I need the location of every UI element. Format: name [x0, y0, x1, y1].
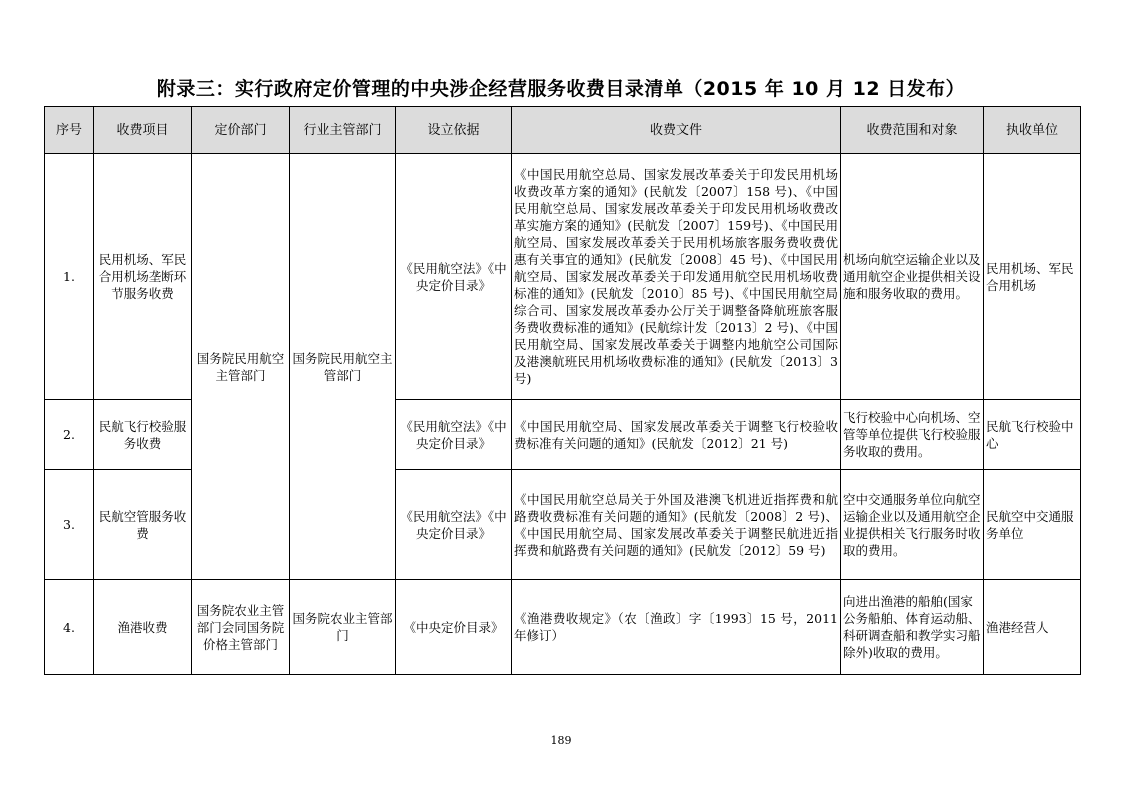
header-industry-dept: 行业主管部门 — [290, 107, 396, 154]
page-number: 189 — [550, 734, 572, 747]
fee-item: 渔港收费 — [94, 580, 192, 675]
collector: 渔港经营人 — [984, 580, 1081, 675]
header-pricing-dept: 定价部门 — [192, 107, 290, 154]
basis: 《民用航空法》《中央定价目录》 — [396, 470, 512, 580]
row-index: 3. — [45, 470, 94, 580]
row-index: 2. — [45, 400, 94, 470]
basis: 《民用航空法》《中央定价目录》 — [396, 400, 512, 470]
header-fee-documents: 收费文件 — [512, 107, 841, 154]
fee-item: 民航空管服务收费 — [94, 470, 192, 580]
table-row — [45, 580, 1081, 675]
fee-documents: 《渔港费收规定》（农〔渔政〕字〔1993〕15 号，2011年修订） — [512, 580, 841, 675]
pricing-dept: 国务院农业主管部门会同国务院价格主管部门 — [192, 580, 290, 675]
fee-scope: 向进出渔港的船舶(国家公务船舶、体育运动船、科研调查船和教学实习船除外)收取的费用。 — [841, 580, 984, 675]
basis: 《民用航空法》《中央定价目录》 — [396, 154, 512, 400]
header-scope: 收费范围和对象 — [841, 107, 984, 154]
header-fee-item: 收费项目 — [94, 107, 192, 154]
fee-documents: 《中国民用航空总局、国家发展改革委关于印发民用机场收费改革方案的通知》(民航发〔2007〕158 号)、《中国民用航空总局、国家发展改革委关于印发民用机场收费改革实施方案的通知》(民航发〔2007〕159号)、《中国民用航空局、国家发展改革委关于民用机场旅客服务费收费优惠有关事宜的通知》(民航发〔2008〕45 号)、《中国民用航空局、国家发展改革委关于印发通用航空民用机场收费标准的通知》(民航发〔2010〕85 号)、《中国民用航空局综合司、国家发展改革委办公厅关于调整备降航班旅客服务费收费标准的通知》(民航综计发〔2013〕2 号)、《中国民用航空局、国家发展改革委关于调整内地航空公司国际及港澳航班民用机场收费标准的通知》(民航发〔2013〕3 号) — [512, 154, 841, 400]
fee-item: 民用机场、军民合用机场垄断环节服务收费 — [94, 154, 192, 400]
fee-item: 民航飞行校验服务收费 — [94, 400, 192, 470]
pricing-dept-merged: 国务院民用航空主管部门 — [192, 154, 290, 580]
industry-dept-merged: 国务院民用航空主管部门 — [290, 154, 396, 580]
row-index: 1. — [45, 154, 94, 400]
collector: 民航飞行校验中心 — [984, 400, 1081, 470]
fee-documents: 《中国民用航空局、国家发展改革委关于调整飞行校验收费标准有关问题的通知》(民航发〔2012〕21 号) — [512, 400, 841, 470]
fee-documents: 《中国民用航空总局关于外国及港澳飞机进近指挥费和航路费收费标准有关问题的通知》(民航发〔2008〕2 号)、《中国民用航空局、国家发展改革委关于调整民航进近指挥费和航路费有关问题的通知》(民航发〔2012〕59 号) — [512, 470, 841, 580]
collector: 民航空中交通服务单位 — [984, 470, 1081, 580]
fee-scope: 空中交通服务单位向航空运输企业以及通用航空企业提供相关飞行服务时收取的费用。 — [841, 470, 984, 580]
basis: 《中央定价目录》 — [396, 580, 512, 675]
fee-catalog-table — [44, 106, 1081, 675]
header-index: 序号 — [45, 107, 94, 154]
collector: 民用机场、军民合用机场 — [984, 154, 1081, 400]
fee-scope: 飞行校验中心向机场、空管等单位提供飞行校验服务收取的费用。 — [841, 400, 984, 470]
table-header-row — [45, 107, 1081, 154]
industry-dept: 国务院农业主管部门 — [290, 580, 396, 675]
header-collector: 执收单位 — [984, 107, 1081, 154]
fee-scope: 机场向航空运输企业以及通用航空企业提供相关设施和服务收取的费用。 — [841, 154, 984, 400]
table-row — [45, 154, 1081, 400]
page-title: 附录三：实行政府定价管理的中央涉企经营服务收费目录清单（2015 年 10 月 12 日发布） — [156, 78, 966, 100]
header-basis: 设立依据 — [396, 107, 512, 154]
row-index: 4. — [45, 580, 94, 675]
